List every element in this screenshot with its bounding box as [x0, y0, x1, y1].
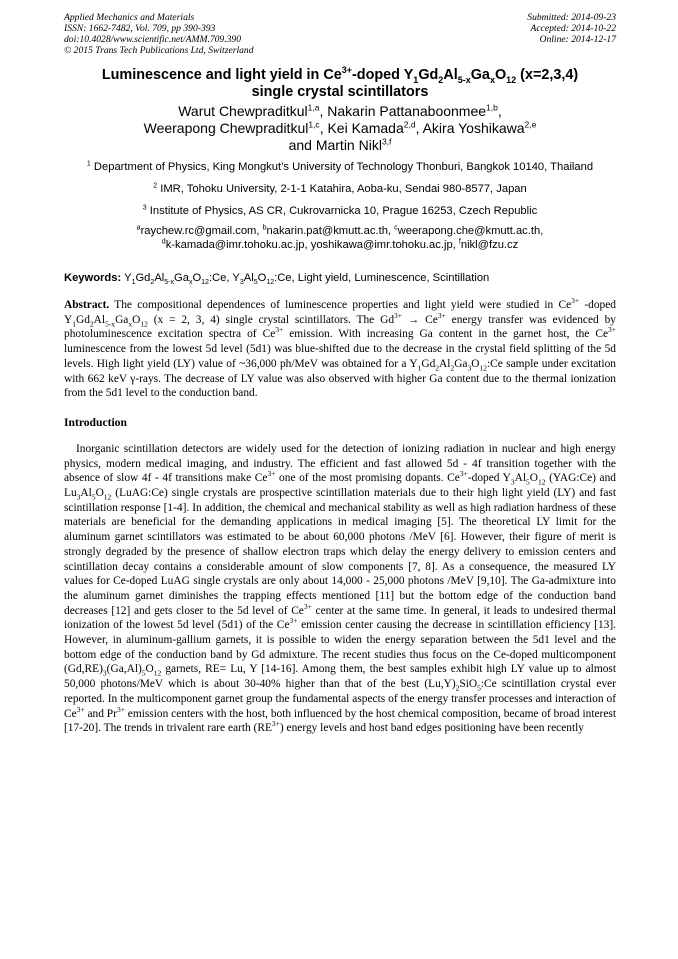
affiliation-1: $^1$ Department of Physics, King Mongkut’s University of Technology Thonburi, Bangkok 10140, Thailand	[86, 160, 594, 173]
keywords: Keywords: $Y_1Gd_2Al_{5-x}Ga_xO_{12}:Ce$, $Y_3Al_5O_{12}:Ce$, Light yield, Luminescence, Scintillation	[64, 272, 490, 287]
email-link[interactable]: k-kamada@imr.tohoku.ac.jp, yoshikawa@imr.tohoku.ac.jp,	[165, 239, 459, 251]
email-link[interactable]: weerapong.che@kmutt.ac.th,	[397, 225, 544, 237]
paper-page	[64, 12, 616, 736]
affiliation-3: $^3$ Institute of Physics, AS CR, Cukrovarnicka 10, Prague 16253, Czech Republic	[142, 204, 538, 217]
publication-dates	[527, 12, 616, 56]
journal-copyright: © 2015 Trans Tech Publications Ltd, Switzerland	[64, 45, 254, 56]
paper-title-line2: single crystal scintillators	[251, 84, 429, 100]
introduction-paragraph: Inorganic scintillation detectors are widely used for the detection of ionizing radiation in nuclear and high energy physics, modern medical imaging, and industry. The efficient and fast allowed 5d - 4f transition together with the absence of slow 4f - 4f transitions make $Ce^{3+}$ one of the most promising dopants. $Ce^{3+}$-doped $Y_3Al_5O_{12}$ (YAG:Ce) and $Lu_3Al_5O_{12}$ (LuAG:Ce) single crystals are prospective scintillation materials due to their high light yield (LY) and fast scintillation response [1-4]. In addition, the chemical and mechanical stability as well as high radiation hardness of these materials are beneficial for the demanding applications in medical imaging [5]. The theoretical LY limit for the aluminum garnet scintillators was estimated to be about 60,000 photons /MeV [6]. However, their figure of merit is strongly degraded by the presence of shallow electron traps which delay the energy delivery to emission centers and scintillation decay contains a considerable amount of slow components [7, 8]. As a consequence, the measured LY values for Ce-doped LuAG single crystals are only about 14,000 - 25,000 photons /MeV [9,10]. The Ga-admixture into the aluminum garnet diminishes the trapping effects mentioned [11] but the bottom edge of the conduction band decreases [12] and gets closer to the 5d level of $Ce^{3+}$ center at the same time. In general, it leads to undesired thermal ionization of the lowest 5d level (5d1) of the $Ce^{3+}$ emission center causing the decrease in scintillation efficiency [13]. However, in aluminum-gallium garnets, it is possible to widen the energy separation between the 5d1 level and the bottom edge of the conduction band by Gd admixture. The recent studies thus focus on the Ce-doped multicomponent $(Gd,RE)_3(Ga,Al)_5O_{12}$ garnets, RE= Lu, Y [14-16]. Among them, the best samples exhibit high LY value up to almost 50,000 photons/MeV which is about 30-40% higher than that of the best $(Lu,Y)_2SiO_5:Ce$ scintillation crystal ever reported. In the multicomponent garnet group the fundamental aspects of the energy transfer processes and interaction of $Ce^{3+}$ and $Pr^{3+}$ emission centers with the host, both influenced by the host chemical composition, became of broad interest [17-20]. The trends in trivalent rare earth $(RE^{3+})$ energy levels and host band edges positioning have been recently	[64, 442, 616, 735]
author-list: Warut Chewpraditkul$^{1,a}$, Nakarin Pattanaboonmee$^{1,b}$, Weerapong Chewpraditkul$^{1,c}$, Kei Kamada$^{2,d}$, Akira Yoshikawa$^{2,e}$ and Martin Nikl$^{3,f}$	[143, 102, 537, 153]
affiliation-2: $^2$ IMR, Tohoku University, 2-1-1 Katahira, Aoba-ku, Sendai 980-8577, Japan	[153, 182, 527, 195]
accepted-date: Accepted: 2014-10-22	[530, 23, 616, 34]
journal-doi: doi:10.4028/www.scientific.net/AMM.709.390	[64, 34, 242, 45]
email-link[interactable]: raychew.rc@gmail.com,	[140, 225, 263, 237]
submitted-date: Submitted: 2014-09-23	[527, 12, 616, 23]
author-emails: $^a$raychew.rc@gmail.com, $^b$nakarin.pat@kmutt.ac.th, $^c$weerapong.che@kmutt.ac.th, $^d$k-kamada@imr.tohoku.ac.jp, yoshikawa@imr.tohoku.ac.jp, $^f$nikl@fzu.cz	[136, 224, 544, 251]
journal-header	[64, 12, 616, 56]
section-heading-introduction: Introduction	[64, 415, 127, 429]
journal-info	[64, 12, 254, 56]
journal-issn: ISSN: 1662-7482, Vol. 709, pp 390-393	[64, 23, 216, 34]
online-date: Online: 2014-12-17	[539, 34, 616, 45]
journal-name: Applied Mechanics and Materials	[64, 12, 195, 23]
abstract-label: Abstract.	[64, 299, 110, 311]
email-link[interactable]: nakarin.pat@kmutt.ac.th,	[266, 225, 395, 237]
abstract: Abstract. The compositional dependences of luminescence properties and light yield were studied in $Ce^{3+}$ -doped $Y_1Gd_2Al_{5-x}Ga_xO_{12}$ (x = 2, 3, 4) single crystal scintillators. The $Gd^{3+} \to Ce^{3+}$ energy transfer was evidenced by photoluminescence excitation spectra of $Ce^{3+}$ emission. With increasing Ga content in the garnet host, the $Ce^{3+}$ luminescence from the lowest 5d level (5d1) was blue-shifted due to the decrease in the crystal field splitting of the 5d levels. High light yield (LY) value of ~36,000 ph/MeV was obtained for a $Y_1Gd_2Al_2Ga_3O_{12}:Ce$ sample under excitation with 662 keV γ-rays. The decrease of LY value was also observed with higher Ga content due to the thermal ionization from the 5d1 level to the conduction band.	[64, 296, 616, 400]
paper-title: Luminescence and light yield in $Ce^{3+}$-doped $Y_1Gd_2Al_{5-x}Ga_xO_{12}$ (x=2,3,4) single crystal scintillators	[101, 65, 579, 100]
keywords-label: Keywords:	[64, 272, 122, 284]
email-link[interactable]: nikl@fzu.cz	[460, 239, 519, 251]
